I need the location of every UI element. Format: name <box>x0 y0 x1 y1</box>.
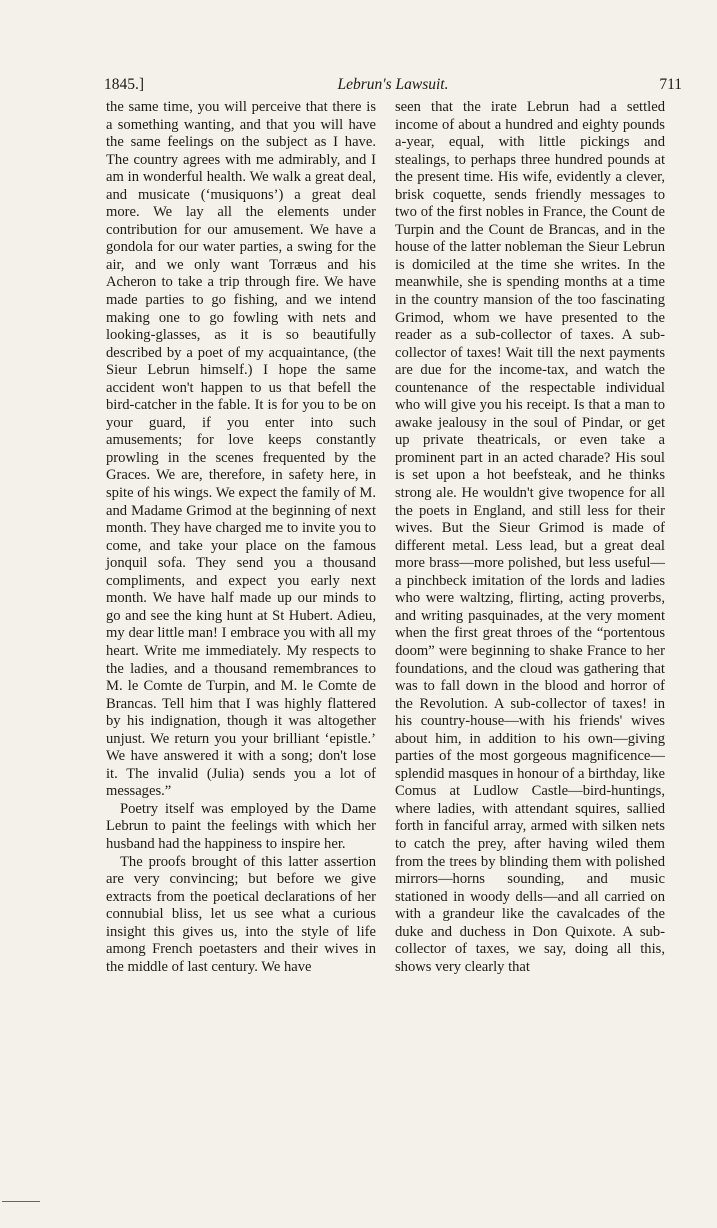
running-title: Lebrun's Lawsuit. <box>337 76 449 93</box>
left-column <box>106 99 376 976</box>
left-paragraph-3: The proofs brought of this latter assertion are very convincing; but before we give extracts from the poetical declarations of her connubial bliss, let us see what a curious insight this gives us, into the style of life among French poetasters and their wives in the middle of last century. We have <box>106 853 376 975</box>
right-paragraph-1: seen that the irate Lebrun had a settled income of about a hundred and eighty pounds a-year, equal, with little pickings and stealings, to perhaps three hundred pounds at the present time. His wife, evidently a clever, brisk coquette, sends friendly messages to two of the first nobles in France, the Count de Turpin and the Count de Brancas, and in the house of the latter nobleman the Sieur Lebrun is domiciled at the time she writes. In the meanwhile, she is spending months at a time in the country mansion of the too fascinating Grimod, whom we have presented to the reader as a sub-collector of taxes. A sub-collector of taxes! Wait till the next payments are due for the income-tax, and watch the countenance of the respectable individual who will give you his receipt. Is that a man to awake jealousy in the soul of Pindar, or get up private theatricals, or even take a prominent part in an acted charade? His soul is set upon a hot beefsteak, and he thinks strong ale. He wouldn't give twopence for all the poets in England, and still less for their wives. But the Sieur Grimod is made of different metal. Less lead, but a great deal more brass—more polished, but less useful—a pinchbeck imitation of the lords and ladies who were waltzing, flirting, acting proverbs, and writing pasquinades, at the very moment when the first great throes of the “portentous doom” were beginning to shake France to her foundations, and the cloud was gathering that was to fall down in the blood and horror of the Revolution. A sub-collector of taxes! in his country-house—with his friends' wives about him, in addition to his own—giving parties of the most gorgeous magnificence—splendid masques in honour of a birthday, like Comus at Ludlow Castle—bird-huntings, where ladies, with attendant squires, sallied forth in fanciful array, armed with silken nets to catch the prey, after having wiled them from the trees by blinding them with polished mirrors—horns sounding, and music stationed in woody dells—and all carried on with a grandeur like the cavalcades of the duke and duchess in Don Quixote. A sub-collector of taxes, we say, doing all this, shows very clearly that <box>395 99 665 975</box>
left-paragraph-2: Poetry itself was employed by the Dame Lebrun to paint the feelings with which her husband had the happiness to inspire her. <box>106 800 376 852</box>
left-paragraph-1: the same time, you will perceive that there is a something wanting, and that you will have the same feelings on the subject as I have. The country agrees with me admirably, and I am in wonderful health. We walk a great deal, and musicate (‘musiquons’) a great deal more. We lay all the elements under contribution for our amusement. We have a gondola for our water parties, a swing for the air, and we only want Torræus and his Acheron to take a trip through fire. We have made parties to go fishing, and we intend making one to go fowling with nets and looking-glasses, as it is so beautifully described by a poet of my acquaintance, (the Sieur Lebrun himself.) I hope the same accident won't happen to us that befell the bird-catcher in the fable. It is for you to be on your guard, if you enter into such amusements; for love keeps constantly prowling in the scenes frequented by the Graces. We are, therefore, in safety here, in spite of his wings. We expect the family of M. and Madame Grimod at the beginning of next month. They have charged me to invite you to come, and take your place on the famous jonquil sofa. They send you a thousand compliments, and expect you early next month. We have half made up our minds to go and see the king hunt at St Hubert. Adieu, my dear little man! I embrace you with all my heart. Write me immediately. My respects to the ladies, and a thousand remembrances to M. le Comte de Turpin, and M. le Comte de Brancas. Tell him that I was highly flattered by his indignation, though it was altogether unjust. We return you your brilliant ‘epistle.’ We have answered it with a song; don't lose it. The invalid (Julia) sends you a lot of messages.” <box>106 99 376 800</box>
page-header <box>104 76 682 98</box>
header-year: 1845.] <box>104 76 145 93</box>
page-number: 711 <box>659 76 682 93</box>
right-column <box>395 99 665 976</box>
footer-rule <box>2 1201 40 1202</box>
